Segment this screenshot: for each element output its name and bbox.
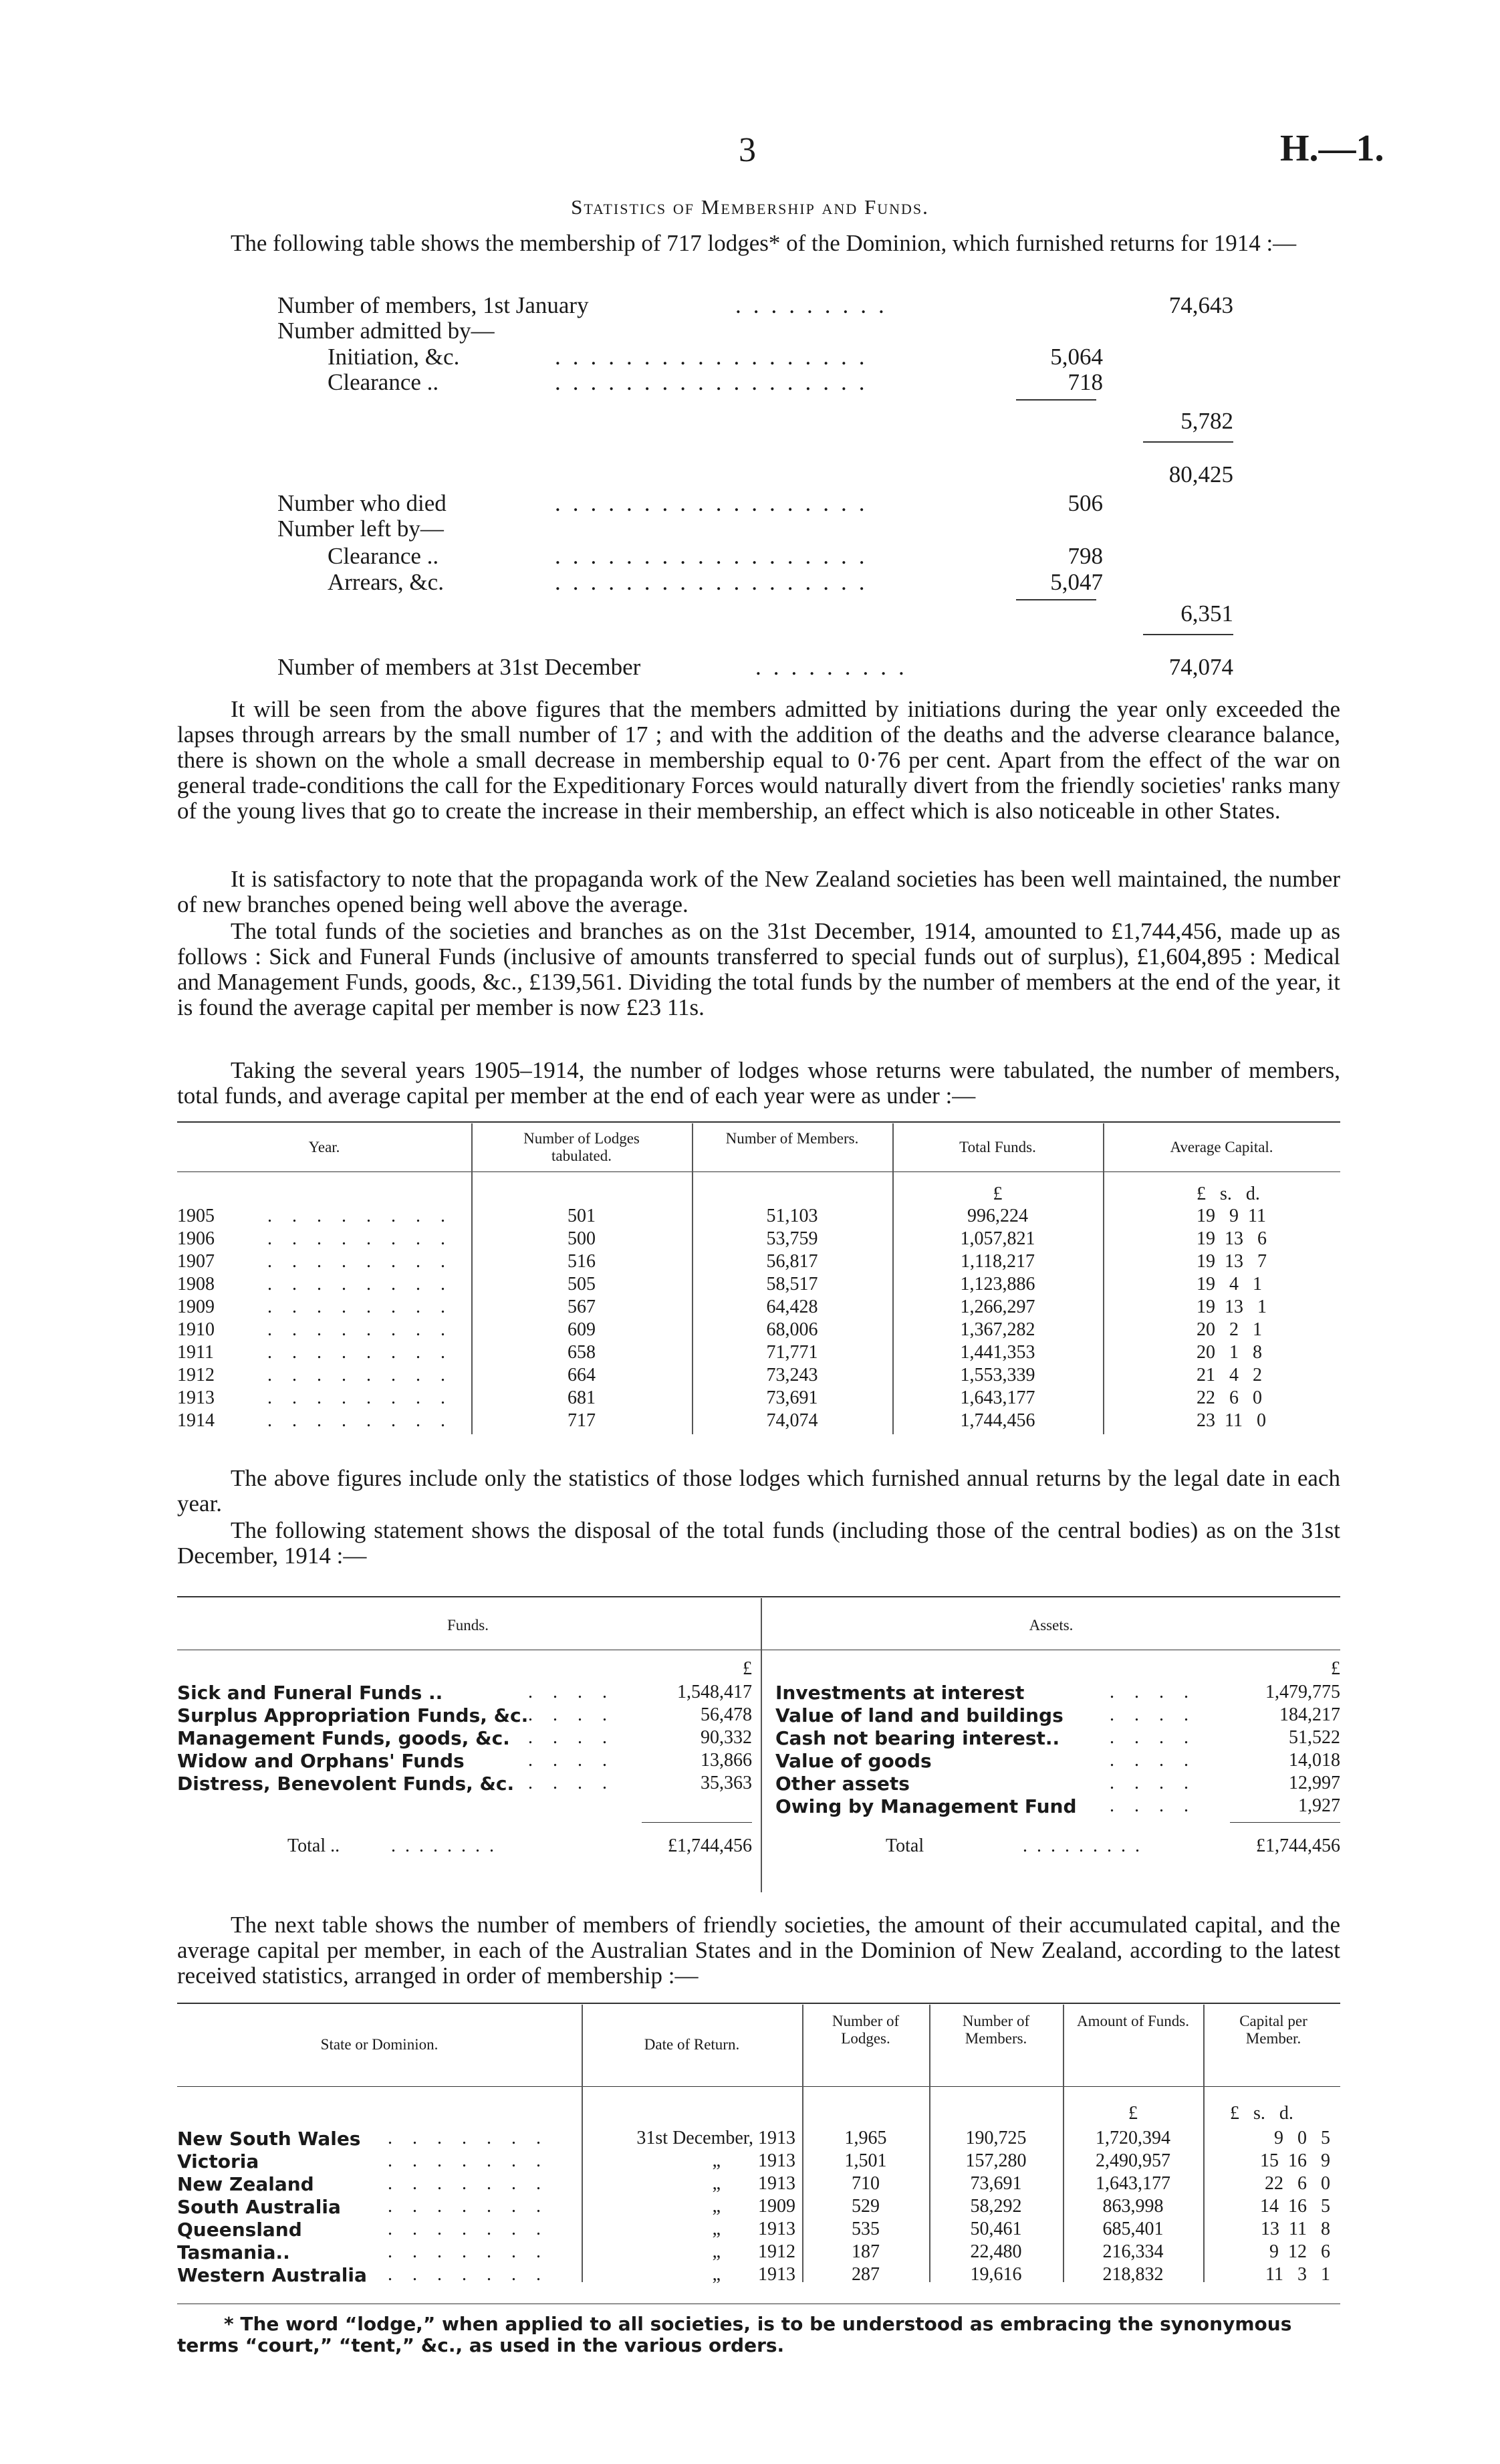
asset-value: 12,997 <box>1289 1773 1340 1793</box>
date-cell: „ 1909 <box>712 2196 795 2217</box>
leader-dots: ....... <box>388 2150 561 2171</box>
footnote: * The word “lodge,” when applied to all societies, is to be understood as embracing the synonymous terms “court,” “tent,” &c., as used in the various orders. <box>177 2313 1292 2356</box>
date-cell: 31st December, 1913 <box>636 2128 795 2148</box>
members-cell: 19,616 <box>970 2264 1022 2285</box>
state-cell: Victoria <box>177 2150 259 2172</box>
paragraph-propaganda: It is satisfactory to note that the propaganda work of the New Zealand societies has been well maintained, the number of new branches opened being well above the average. <box>177 866 1340 917</box>
table-header-rule <box>177 1171 1340 1172</box>
column-divider <box>1103 1123 1104 1434</box>
asset-label: Value of land and buildings <box>775 1704 1064 1726</box>
members-cell: 157,280 <box>965 2150 1027 2171</box>
members-cell: 190,725 <box>965 2128 1027 2148</box>
state-cell: South Australia <box>177 2196 341 2218</box>
leader-dots: .... <box>1110 1682 1209 1702</box>
members-cell: 58,517 <box>766 1274 818 1295</box>
funds-total-rule <box>642 1822 752 1823</box>
leader-dots: .................. <box>555 369 877 395</box>
header-year: Year. <box>308 1139 340 1155</box>
avg-capital-cell: 19 13 7 <box>1197 1251 1267 1272</box>
left-label: Number left by— <box>277 516 444 542</box>
leader-dots: .... <box>1110 1704 1209 1725</box>
assets-total-value: £1,744,456 <box>1256 1835 1340 1856</box>
date-cell: „ 1913 <box>712 2150 795 2171</box>
leader-dots: ......... <box>1023 1835 1149 1856</box>
avg-capital-cell: 20 2 1 <box>1197 1319 1262 1340</box>
table-top-rule <box>177 1121 1340 1123</box>
state-cell: New Zealand <box>177 2173 314 2195</box>
members-cell: 56,817 <box>766 1251 818 1272</box>
asset-value: 184,217 <box>1279 1704 1340 1725</box>
members-jan-label: Number of members, 1st January <box>277 292 589 318</box>
assets-total-rule <box>1230 1822 1340 1823</box>
leader-dots: .... <box>1110 1750 1209 1771</box>
leader-dots: .... <box>528 1682 627 1702</box>
funds-cell: 1,367,282 <box>960 1319 1035 1340</box>
capital-cell: 14 16 5 <box>1260 2196 1330 2217</box>
total-rule <box>1143 441 1233 443</box>
members-cell: 73,243 <box>766 1365 818 1385</box>
leader-dots: ........ <box>267 1387 465 1408</box>
leader-dots: .................. <box>555 344 877 370</box>
leader-dots: ........ <box>267 1251 465 1272</box>
avg-capital-cell: 19 13 1 <box>1197 1297 1267 1317</box>
arrears-value: 5,047 <box>1050 569 1103 595</box>
header-avg: Average Capital. <box>1170 1139 1273 1155</box>
leader-dots: ........ <box>267 1228 465 1249</box>
died-value: 506 <box>1068 490 1103 516</box>
funds-cell: 1,720,394 <box>1096 2128 1170 2148</box>
members-cell: 71,771 <box>766 1342 818 1363</box>
leader-dots: ........ <box>267 1206 465 1226</box>
funds-cell: 1,643,177 <box>960 1387 1035 1408</box>
leader-dots: .... <box>528 1750 627 1771</box>
leader-dots: .... <box>528 1704 627 1725</box>
table-header-rule <box>177 2086 1340 2087</box>
funds-cell: 1,118,217 <box>961 1251 1035 1272</box>
fund-label: Widow and Orphans' Funds <box>177 1750 465 1772</box>
fund-value: 90,332 <box>701 1727 752 1748</box>
avg-capital-cell: 21 4 2 <box>1197 1365 1262 1385</box>
leader-dots: .................. <box>555 490 877 516</box>
year-cell: 1908 <box>177 1274 215 1295</box>
funds-unit: £ <box>743 1658 752 1679</box>
members-cell: 68,006 <box>766 1319 818 1340</box>
asset-label: Other assets <box>775 1773 910 1795</box>
unit-funds: £ <box>1128 2103 1138 2124</box>
assets-header: Assets. <box>1029 1617 1074 1634</box>
leader-dots: .................. <box>555 543 877 569</box>
paragraph-states-intro: The next table shows the number of members of friendly societies, the amount of their accumulated capital, and the average capital per member, in each of the Australian States and in the Dominion of New Zealand, according to the latest received statistics, arranged in order of membership :— <box>177 1912 1340 1989</box>
year-cell: 1910 <box>177 1319 215 1340</box>
leader-dots: ....... <box>388 2196 561 2217</box>
capital-cell: 15 16 9 <box>1260 2150 1330 2171</box>
clearance-out-label: Clearance .. <box>328 543 439 569</box>
avg-capital-cell: 19 13 6 <box>1197 1228 1267 1249</box>
leader-dots: .... <box>1110 1795 1209 1816</box>
leader-dots: ......... <box>735 292 896 318</box>
members-dec-label: Number of members at 31st December <box>277 654 641 680</box>
funds-cell: 1,266,297 <box>960 1297 1035 1317</box>
admitted-total-value: 5,782 <box>1180 408 1233 434</box>
year-cell: 1911 <box>177 1342 214 1363</box>
lodges-cell: 1,965 <box>844 2128 887 2148</box>
paragraph-returns-note: The above figures include only the statistics of those lodges which furnished annual returns by the legal date in each year. <box>177 1465 1340 1517</box>
subtotal-rule <box>1016 599 1096 600</box>
members-jan-value: 74,643 <box>1168 292 1233 318</box>
state-cell: Queensland <box>177 2219 302 2241</box>
lodges-cell: 535 <box>852 2219 880 2239</box>
fund-label: Distress, Benevolent Funds, &c. <box>177 1773 515 1795</box>
table-top-rule <box>177 1596 1340 1597</box>
intro-paragraph: The following table shows the membership of 717 lodges* of the Dominion, which furnished returns for 1914 :— <box>231 230 1297 256</box>
members-cell: 73,691 <box>970 2173 1022 2194</box>
fund-label: Surplus Appropriation Funds, &c. <box>177 1704 529 1726</box>
lodges-cell: 710 <box>852 2173 880 2194</box>
lodges-cell: 501 <box>568 1206 596 1226</box>
funds-cell: 216,334 <box>1102 2241 1164 2262</box>
clearance-in-value: 718 <box>1068 369 1103 395</box>
avg-capital-cell: 19 9 11 <box>1197 1206 1266 1226</box>
lodges-cell: 287 <box>852 2264 880 2285</box>
paragraph-membership-analysis: It will be seen from the above figures that the members admitted by initiations during the year only exceeded the lapses through arrears by the small number of 17 ; and with the addition of the deaths and the adverse clearance balance, there is shown on the whole a small decrease in membership equal to 0·76 per cent. Apart from the effect of the war on general trade-conditions the call for the Expeditionary Forces would naturally divert from the friendly societies' ranks many of the young lives that go to create the increase in their membership, an effect which is also noticeable in other States. <box>177 696 1340 824</box>
funds-cell: 1,057,821 <box>960 1228 1035 1249</box>
lodges-cell: 681 <box>568 1387 596 1408</box>
leader-dots: ........ <box>267 1365 465 1385</box>
arrears-label: Arrears, &c. <box>328 569 444 595</box>
lodges-cell: 658 <box>568 1342 596 1363</box>
document-reference: H.—1. <box>1280 128 1384 169</box>
lodges-cell: 505 <box>568 1274 596 1295</box>
leader-dots: .... <box>528 1773 627 1793</box>
members-cell: 74,074 <box>766 1410 818 1431</box>
avg-capital-cell: 20 1 8 <box>1197 1342 1262 1363</box>
leader-dots: .... <box>1110 1773 1209 1793</box>
leader-dots: ........ <box>267 1342 465 1363</box>
asset-label: Value of goods <box>775 1750 932 1772</box>
funds-cell: 218,832 <box>1102 2264 1164 2285</box>
paragraph-total-funds: The total funds of the societies and branches as on the 31st December, 1914, amounted to £1,744,456, made up as follows : Sick and Funeral Funds (inclusive of amounts transferred to special funds out of surplus), £1,604,895 : Medical and Management Funds, goods, &c., £139,561. Dividing the total funds by the number of members at the end of the year, it is found the average capital per member is now £23 11s. <box>177 918 1340 1020</box>
subtotal-rule <box>1016 399 1096 401</box>
capital-cell: 9 0 5 <box>1274 2128 1330 2148</box>
admitted-label: Number admitted by— <box>277 318 495 344</box>
fund-label: Management Funds, goods, &c. <box>177 1727 510 1749</box>
members-cell: 50,461 <box>970 2219 1022 2239</box>
header-funds: Total Funds. <box>959 1139 1036 1155</box>
leader-dots: ....... <box>388 2241 561 2262</box>
year-cell: 1906 <box>177 1228 215 1249</box>
lodges-cell: 609 <box>568 1319 596 1340</box>
members-cell: 58,292 <box>970 2196 1022 2217</box>
header-date: Date of Return. <box>644 2036 740 2053</box>
lodges-cell: 500 <box>568 1228 596 1249</box>
assets-total-label: Total <box>886 1835 924 1856</box>
funds-cell: 2,490,957 <box>1096 2150 1170 2171</box>
clearance-out-value: 798 <box>1068 543 1103 569</box>
funds-cell: 863,998 <box>1102 2196 1164 2217</box>
fund-value: 13,866 <box>701 1750 752 1771</box>
funds-cell: 685,401 <box>1102 2219 1164 2239</box>
leader-dots: ....... <box>388 2264 561 2285</box>
funds-cell: 1,553,339 <box>960 1365 1035 1385</box>
year-cell: 1912 <box>177 1365 215 1385</box>
lodges-cell: 664 <box>568 1365 596 1385</box>
avg-capital-cell: 23 11 0 <box>1197 1410 1266 1431</box>
funds-cell: 1,643,177 <box>1096 2173 1170 2194</box>
unit-avg: £ s. d. <box>1197 1184 1260 1204</box>
header-lodges: Number of Lodges. <box>832 2013 900 2047</box>
column-divider <box>761 1598 762 1892</box>
fund-value: 35,363 <box>701 1773 752 1793</box>
initiation-value: 5,064 <box>1050 344 1103 370</box>
members-cell: 73,691 <box>766 1387 818 1408</box>
lodges-cell: 516 <box>568 1251 596 1272</box>
avg-capital-cell: 19 4 1 <box>1197 1274 1262 1295</box>
year-cell: 1909 <box>177 1297 215 1317</box>
funds-header: Funds. <box>447 1617 489 1634</box>
members-cell: 51,103 <box>766 1206 818 1226</box>
date-cell: „ 1913 <box>712 2264 795 2285</box>
leader-dots: ........ <box>267 1274 465 1295</box>
fund-value: 56,478 <box>701 1704 752 1725</box>
leader-dots: ........ <box>267 1410 465 1431</box>
asset-value: 1,479,775 <box>1265 1682 1340 1702</box>
initiation-label: Initiation, &c. <box>328 344 460 370</box>
paragraph-years-intro: Taking the several years 1905–1914, the number of lodges whose returns were tabulated, the number of members, total funds, and average capital per member at the end of each year were as under :— <box>177 1057 1340 1109</box>
section-title: Statistics of Membership and Funds. <box>571 195 929 219</box>
leader-dots: .................. <box>555 569 877 595</box>
lodges-cell: 187 <box>852 2241 880 2262</box>
funds-cell: 1,744,456 <box>960 1410 1035 1431</box>
members-cell: 22,480 <box>970 2241 1022 2262</box>
year-cell: 1913 <box>177 1387 215 1408</box>
page-number: 3 <box>739 131 756 169</box>
asset-label: Owing by Management Fund <box>775 1795 1077 1817</box>
fund-label: Sick and Funeral Funds .. <box>177 1682 443 1704</box>
funds-cell: 1,441,353 <box>960 1342 1035 1363</box>
leader-dots: .... <box>1110 1727 1209 1748</box>
died-label: Number who died <box>277 490 447 516</box>
asset-value: 51,522 <box>1289 1727 1340 1748</box>
avg-capital-cell: 22 6 0 <box>1197 1387 1262 1408</box>
capital-cell: 11 3 1 <box>1265 2264 1330 2285</box>
header-members: Number of Members. <box>962 2013 1030 2047</box>
year-cell: 1914 <box>177 1410 215 1431</box>
header-lodges: Number of Lodges tabulated. <box>523 1130 640 1164</box>
unit-funds: £ <box>993 1184 1003 1204</box>
state-cell: Western Australia <box>177 2264 367 2286</box>
state-cell: New South Wales <box>177 2128 361 2150</box>
assets-unit: £ <box>1331 1658 1340 1679</box>
leader-dots: ........ <box>391 1835 503 1856</box>
leader-dots: ........ <box>267 1297 465 1317</box>
funds-cell: 996,224 <box>967 1206 1028 1226</box>
date-cell: „ 1913 <box>712 2219 795 2239</box>
paragraph-disposal-intro: The following statement shows the disposal of the total funds (including those of the central bodies) as on the 31st December, 1914 :— <box>177 1517 1340 1569</box>
clearance-in-label: Clearance .. <box>328 369 439 395</box>
lodges-cell: 567 <box>568 1297 596 1317</box>
table-top-rule <box>177 2003 1340 2004</box>
unit-capital: £ s. d. <box>1230 2103 1293 2124</box>
leader-dots: ....... <box>388 2173 561 2194</box>
fund-value: 1,548,417 <box>677 1682 752 1702</box>
funds-cell: 1,123,886 <box>960 1274 1035 1295</box>
funds-total-value: £1,744,456 <box>668 1835 752 1856</box>
asset-value: 1,927 <box>1298 1795 1340 1816</box>
leader-dots: .... <box>528 1727 627 1748</box>
leader-dots: ......... <box>755 654 916 680</box>
capital-cell: 13 11 8 <box>1261 2219 1330 2239</box>
members-dec-value: 74,074 <box>1168 654 1233 680</box>
date-cell: „ 1913 <box>712 2173 795 2194</box>
header-funds: Amount of Funds. <box>1076 2013 1190 2029</box>
header-state: State or Dominion. <box>320 2036 439 2053</box>
left-total-value: 6,351 <box>1180 600 1233 627</box>
total-rule <box>1143 634 1233 635</box>
asset-value: 14,018 <box>1289 1750 1340 1771</box>
lodges-cell: 529 <box>852 2196 880 2217</box>
header-capital: Capital per Member. <box>1239 2013 1307 2047</box>
leader-dots: ....... <box>388 2219 561 2239</box>
year-cell: 1905 <box>177 1206 215 1226</box>
header-members: Number of Members. <box>725 1130 859 1147</box>
leader-dots: ....... <box>388 2128 561 2148</box>
lodges-cell: 1,501 <box>844 2150 887 2171</box>
capital-cell: 22 6 0 <box>1265 2173 1330 2194</box>
subtotal-value: 80,425 <box>1168 461 1233 487</box>
capital-cell: 9 12 6 <box>1269 2241 1330 2262</box>
leader-dots: ........ <box>267 1319 465 1340</box>
members-cell: 64,428 <box>766 1297 818 1317</box>
asset-label: Investments at interest <box>775 1682 1025 1704</box>
date-cell: „ 1912 <box>712 2241 795 2262</box>
state-cell: Tasmania.. <box>177 2241 290 2263</box>
members-cell: 53,759 <box>766 1228 818 1249</box>
funds-total-label: Total .. <box>287 1835 340 1856</box>
asset-label: Cash not bearing interest.. <box>775 1727 1060 1749</box>
year-cell: 1907 <box>177 1251 215 1272</box>
lodges-cell: 717 <box>568 1410 596 1431</box>
